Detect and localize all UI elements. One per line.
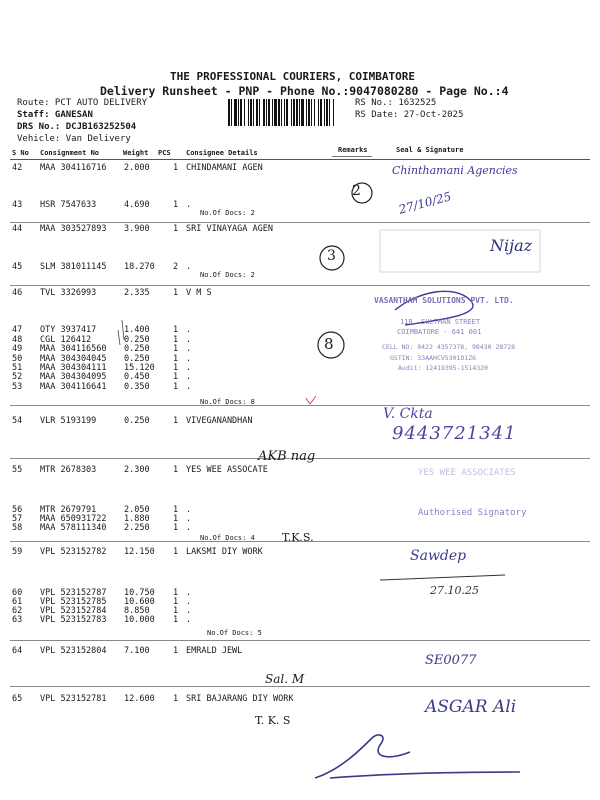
col-consignment: Consignment No (40, 149, 100, 157)
barcode-bar (266, 99, 267, 126)
row-consignee: . (186, 606, 192, 616)
barcode-bar (314, 99, 315, 126)
stamp-line: VASANTHAM SOLUTIONS PVT. LTD. (374, 296, 514, 305)
route-label: Route: PCT AUTO DELIVERY (17, 98, 148, 108)
row-weight: 2.000 (124, 163, 150, 173)
barcode-bar (256, 99, 258, 126)
row-consignee: . (186, 382, 192, 392)
row-consignment: MAA 304116560 (40, 344, 107, 354)
barcode-bar (291, 99, 292, 126)
row-consignee: CHINDAMANI AGEN (186, 163, 263, 173)
row-sno: 62 (12, 606, 23, 616)
row-separator (10, 222, 590, 223)
row-consignment: VPL 523152783 (40, 615, 107, 625)
barcode-bar (326, 99, 328, 126)
row-weight: 12.600 (124, 694, 155, 704)
signature-54: V. Ckta (383, 406, 433, 422)
row-consignee: . (186, 335, 192, 345)
circle-number: 8 (324, 335, 334, 353)
row-pcs: 1 (173, 597, 179, 607)
row-sno: 63 (12, 615, 23, 625)
row-pcs: 1 (173, 200, 179, 210)
signature-59: Sawdep (410, 548, 467, 564)
row-consignment: MAA 304304111 (40, 363, 107, 373)
row-sno: 50 (12, 354, 23, 364)
barcode-bar (272, 99, 273, 126)
row-sno: 51 (12, 363, 23, 373)
row-consignment: HSR 7547633 (40, 200, 97, 210)
row-consignee: SRI VINAYAGA AGEN (186, 224, 273, 234)
barcode-bar (248, 99, 249, 126)
barcode-bar (250, 99, 252, 126)
row-weight: 2.300 (124, 465, 150, 475)
stamp-line: GSTIN: 33AAHCV5301D1Z6 (390, 354, 477, 362)
row-sno: 55 (12, 465, 23, 475)
col-remarks: Remarks (338, 146, 368, 154)
row-sno: 46 (12, 288, 23, 298)
row-pcs: 1 (173, 224, 179, 234)
row-consignment: VPL 523152787 (40, 588, 107, 598)
row-pcs: 1 (173, 523, 179, 533)
doc-count: No.Of Docs: 4 (200, 534, 255, 542)
col-sno: S No (12, 149, 29, 157)
row-pcs: 1 (173, 416, 179, 426)
header-rule (10, 159, 590, 160)
drs-number: DRS No.: DCJB163252504 (17, 122, 137, 132)
staff-label: Staff: GANESAN (17, 110, 93, 120)
runsheet-subtitle: Delivery Runsheet - PNP - Phone No.:9047080280 - Page No.:4 (100, 84, 509, 98)
vehicle-label: Vehicle: Van Delivery (17, 134, 131, 144)
stamp-line: Audit: 12419395-1514320 (398, 364, 489, 372)
row-weight: 0.250 (124, 344, 150, 354)
barcode-bar (333, 99, 334, 126)
row-sno: 65 (12, 694, 23, 704)
barcode-bar (238, 99, 239, 126)
row-weight: 18.270 (124, 262, 155, 272)
doc-count: No.Of Docs: 2 (200, 271, 255, 279)
row-consignment: MAA 578111340 (40, 523, 107, 533)
row-pcs: 1 (173, 547, 179, 557)
remarks-underline (332, 156, 372, 157)
row-sno: 54 (12, 416, 23, 426)
row-sno: 56 (12, 505, 23, 515)
doc-count: No.Of Docs: 2 (200, 209, 255, 217)
row-consignment: VPL 523152804 (40, 646, 107, 656)
row-consignment: SLM 381011145 (40, 262, 107, 272)
row-pcs: 1 (173, 325, 179, 335)
row-consignment: MAA 304116641 (40, 382, 107, 392)
row-consignee: YES WEE ASSOCATE (186, 465, 268, 475)
row-sno: 53 (12, 382, 23, 392)
row-consignee: . (186, 523, 192, 533)
row-consignee: . (186, 505, 192, 515)
row-weight: 4.690 (124, 200, 150, 210)
row-weight: 1.880 (124, 514, 150, 524)
row-separator (10, 405, 590, 406)
row-weight: 8.850 (124, 606, 150, 616)
col-details: Consignee Details (186, 149, 258, 157)
note-58: T.K.S. (282, 531, 314, 544)
barcode-bar (234, 99, 237, 126)
row-weight: 10.600 (124, 597, 155, 607)
row-pcs: 1 (173, 363, 179, 373)
row-weight: 10.000 (124, 615, 155, 625)
barcode-bar (263, 99, 265, 126)
barcode-bar (281, 99, 282, 126)
row-consignment: MAA 303527893 (40, 224, 107, 234)
col-pcs: PCS (158, 149, 171, 157)
row-weight: 10.750 (124, 588, 155, 598)
row-weight: 15.120 (124, 363, 155, 373)
row-sno: 61 (12, 597, 23, 607)
row-pcs: 1 (173, 344, 179, 354)
row-pcs: 1 (173, 606, 179, 616)
row-consignee: V M S (186, 288, 212, 298)
barcode-bar (274, 99, 277, 126)
note-64: Sal. M (265, 672, 305, 686)
tick-mark (306, 396, 316, 404)
signature-42: Chinthamani Agencies (392, 164, 518, 177)
signature-65: ASGAR Ali (425, 697, 517, 717)
barcode-bar (301, 99, 304, 126)
date-underline (380, 575, 505, 580)
barcode-bar (320, 99, 322, 126)
barcode-bar (231, 99, 232, 126)
row-sno: 64 (12, 646, 23, 656)
row-consignment: MTR 2679791 (40, 505, 97, 515)
row-sno: 52 (12, 372, 23, 382)
barcode-bar (286, 99, 288, 126)
circle-number: 3 (327, 248, 336, 264)
row-weight: 0.450 (124, 372, 150, 382)
note-55: AKB nag (258, 449, 316, 464)
row-consignee: . (186, 262, 192, 272)
row-consignee: . (186, 372, 192, 382)
row-pcs: 1 (173, 288, 179, 298)
row-consignment: MTR 2678303 (40, 465, 97, 475)
row-consignment: OTY 3937417 (40, 325, 97, 335)
signature-64: SE0077 (425, 653, 477, 668)
row-weight: 1.400 (124, 325, 150, 335)
barcode-bar (308, 99, 310, 126)
barcode-bar (299, 99, 300, 126)
row-consignee: . (186, 325, 192, 335)
barcode-bar (228, 99, 230, 126)
barcode-bar (259, 99, 260, 126)
company-title: THE PROFESSIONAL COURIERS, COIMBATORE (170, 70, 416, 83)
note-65: T. K. S (255, 714, 291, 727)
barcode-bar (306, 99, 307, 126)
barcode-bar (329, 99, 330, 126)
barcode-bar (293, 99, 295, 126)
signature-44: Nijaz (490, 236, 533, 255)
row-weight: 0.250 (124, 354, 150, 364)
barcode-bar (244, 99, 245, 126)
row-weight: 0.250 (124, 335, 150, 345)
row-consignee: SRI BAJARANG DIY WORK (186, 694, 294, 704)
row-separator (10, 640, 590, 641)
row-weight: 0.250 (124, 416, 150, 426)
phone-54: 9443721341 (392, 423, 517, 444)
col-weight: Weight (123, 149, 149, 157)
stamp-55: YES WEE ASSOCIATES (418, 468, 516, 478)
row-sno: 49 (12, 344, 23, 354)
row-pcs: 1 (173, 615, 179, 625)
row-sno: 48 (12, 335, 23, 345)
row-sno: 47 (12, 325, 23, 335)
row-consignment: MAA 304304045 (40, 354, 107, 364)
row-sno: 44 (12, 224, 23, 234)
barcode-bar (253, 99, 254, 126)
date-60: 27.10.25 (430, 584, 479, 597)
row-consignee: . (186, 363, 192, 373)
row-consignee: . (186, 200, 192, 210)
row-consignee: . (186, 615, 192, 625)
rs-date: RS Date: 27-Oct-2025 (355, 110, 464, 120)
row-consignment: VLR 5193199 (40, 416, 97, 426)
row-pcs: 1 (173, 694, 179, 704)
row-consignment: MAA 650931722 (40, 514, 107, 524)
row-consignment: MAA 304116716 (40, 163, 107, 173)
stamp-58: Authorised Signatory (418, 508, 527, 518)
row-pcs: 1 (173, 646, 179, 656)
row-sno: 45 (12, 262, 23, 272)
row-weight: 3.900 (124, 224, 150, 234)
row-consignment: VPL 523152785 (40, 597, 107, 607)
row-consignee: LAKSMI DIY WORK (186, 547, 263, 557)
row-weight: 0.350 (124, 382, 150, 392)
barcode-bar (284, 99, 285, 126)
row-pcs: 1 (173, 465, 179, 475)
row-pcs: 2 (173, 262, 179, 272)
row-weight: 2.335 (124, 288, 150, 298)
stamp-line: CELL NO: 0422 4357378, 98430 28728 (382, 343, 516, 351)
row-pcs: 1 (173, 505, 179, 515)
date-42: 27/10/25 (397, 189, 453, 217)
row-pcs: 1 (173, 163, 179, 173)
row-sno: 59 (12, 547, 23, 557)
doc-count: No.Of Docs: 8 (200, 398, 255, 406)
row-weight: 12.150 (124, 547, 155, 557)
row-consignee: . (186, 588, 192, 598)
row-pcs: 1 (173, 514, 179, 524)
circle-number: 2 (352, 183, 361, 199)
row-consignment: MAA 304304095 (40, 372, 107, 382)
row-pcs: 1 (173, 335, 179, 345)
barcode-bar (268, 99, 270, 126)
barcode-bar (318, 99, 319, 126)
row-separator (10, 686, 590, 687)
barcode-bar (278, 99, 280, 126)
row-consignment: CGL 126412 (40, 335, 92, 345)
col-seal: Seal & Signature (396, 146, 464, 154)
rs-number: RS No.: 1632525 (355, 98, 437, 108)
row-consignee: . (186, 514, 192, 524)
row-pcs: 1 (173, 588, 179, 598)
row-consignee: . (186, 344, 192, 354)
row-weight: 2.250 (124, 523, 150, 533)
row-consignee: . (186, 354, 192, 364)
row-consignment: VPL 523152781 (40, 694, 107, 704)
row-consignee: EMRALD JEWL (186, 646, 243, 656)
row-weight: 7.100 (124, 646, 150, 656)
doc-count: No.Of Docs: 5 (207, 629, 262, 637)
barcode-bar (296, 99, 298, 126)
barcode-bar (240, 99, 242, 126)
row-consignment: VPL 523152784 (40, 606, 107, 616)
stamp-line: 11B, SULTHAN STREET (400, 318, 481, 326)
barcode-bar (311, 99, 312, 126)
row-pcs: 1 (173, 382, 179, 392)
row-sno: 43 (12, 200, 23, 210)
barcode-bar (324, 99, 325, 126)
row-sno: 42 (12, 163, 23, 173)
row-weight: 2.050 (124, 505, 150, 515)
stamp-line: COIMBATORE - 641 001 (397, 328, 482, 336)
row-pcs: 1 (173, 354, 179, 364)
row-sno: 57 (12, 514, 23, 524)
row-consignment: TVL 3326993 (40, 288, 97, 298)
row-sno: 60 (12, 588, 23, 598)
row-consignee: . (186, 597, 192, 607)
row-separator (10, 285, 590, 286)
row-pcs: 1 (173, 372, 179, 382)
row-sno: 58 (12, 523, 23, 533)
row-consignee: VIVEGANANDHAN (186, 416, 253, 426)
final-signature (315, 735, 520, 778)
row-consignment: VPL 523152782 (40, 547, 107, 557)
